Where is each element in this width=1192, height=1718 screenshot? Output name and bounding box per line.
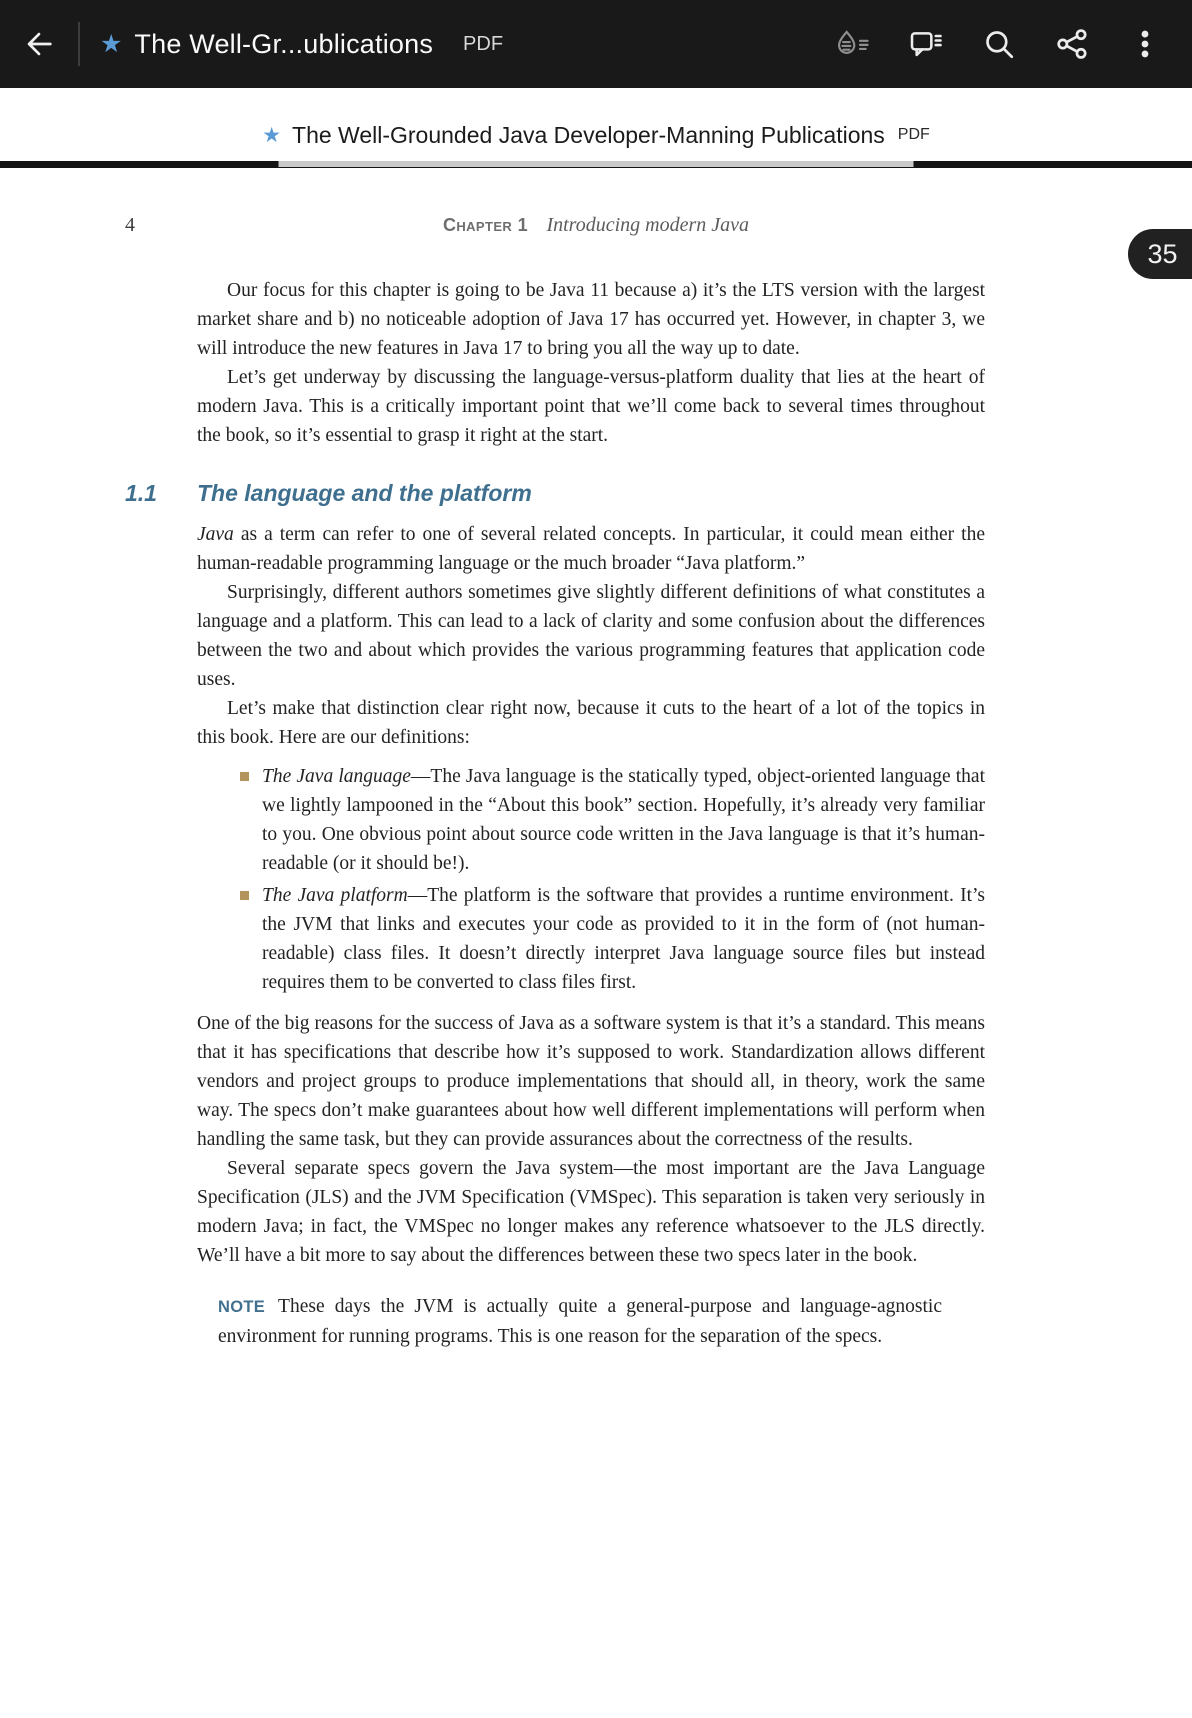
paragraph-text: Surprisingly, different authors sometimes give slightly different definitions of what constitutes a language and a platform. This can lead to a lack of clarity and some confusion about the differences between the two and about which provides the various programming features that application code uses. <box>197 582 985 690</box>
note-text: These days the JVM is actually quite a general-purpose and language-agnostic environment for running programs. This is one reason for the separation of the specs. <box>218 1296 942 1347</box>
document-type-label: PDF <box>463 32 504 55</box>
page-number: 35 <box>1147 238 1178 269</box>
comment-icon <box>908 28 944 60</box>
paragraph-text: Let’s make that distinction clear right now, because it cuts to the heart of a lot of the topics in this book. Here are our definitions: <box>197 698 985 748</box>
favorite-star-icon: ★ <box>100 29 123 58</box>
more-options-icon <box>1128 27 1162 61</box>
definition-list <box>197 762 985 997</box>
text-column <box>125 276 986 1351</box>
toolbar-divider <box>78 22 80 66</box>
paragraph-text: as a term can refer to one of several related concepts. In particular, it could mean either the human-readable programming language or the much broader “Java platform.” <box>197 524 985 574</box>
back-button[interactable] <box>16 21 62 67</box>
paragraph <box>197 1009 985 1154</box>
paragraph-lead-italic: Java <box>197 524 234 545</box>
paragraph <box>197 578 985 694</box>
paragraph-text: Our focus for this chapter is going to be Java 11 because a) it’s the LTS version with the largest market share and b) no noticeable adoption of Java 17 has occurred yet. However, in chapter 3, we will introduce the new features in Java 17 to bring you all the way up to date. <box>197 280 985 359</box>
tab-document-title: The Well-Grounded Java Developer-Manning Publications <box>292 121 885 148</box>
chapter-title: Introducing modern Java <box>546 214 750 236</box>
note-label: NOTE <box>218 1298 266 1316</box>
section-number: 1.1 <box>125 480 157 506</box>
liquid-mode-droplet-icon <box>834 28 872 60</box>
paragraph <box>197 363 985 450</box>
list-item-term: The Java platform <box>262 885 408 906</box>
note-block <box>218 1292 942 1351</box>
chapter-label: Chapter 1 <box>442 215 529 235</box>
active-tab-indicator <box>279 161 914 167</box>
running-header <box>0 214 1192 242</box>
section-heading <box>125 476 985 510</box>
paragraph-text: Several separate specs govern the Java system—the most important are the Java Language Specification (JLS) and the JVM Specification (VMSpec). This separation is taken very seriously in modern Java; in fact, the VMSpec no longer makes any reference whatsoever to the JLS directly. We’ll have a bit more to say about the differences between these two specs later in the book. <box>197 1158 985 1266</box>
pdf-viewport[interactable] <box>0 214 1192 1718</box>
app-toolbar <box>0 0 1192 88</box>
list-item-term: The Java language <box>262 766 411 787</box>
paragraph <box>197 1154 985 1270</box>
back-arrow-icon <box>22 27 56 61</box>
paragraph-text: Let’s get underway by discussing the language-versus-platform duality that lies at the heart of modern Java. This is a critically important point that we’ll come back to several times throughout the book, so it’s essential to grasp it right at the start. <box>197 367 985 446</box>
paragraph <box>197 276 985 363</box>
section-title: The language and the platform <box>197 480 532 506</box>
favorite-star-icon: ★ <box>262 123 282 147</box>
running-header-center <box>0 214 1192 237</box>
document-title: The Well-Gr...ublications <box>134 28 434 59</box>
comment-button[interactable] <box>903 21 949 67</box>
search-button[interactable] <box>976 21 1022 67</box>
tab-document-type: PDF <box>897 126 930 143</box>
document-tab[interactable] <box>262 122 930 149</box>
paragraph <box>197 694 985 752</box>
liquid-mode-button[interactable] <box>830 21 876 67</box>
list-item-text: —The Java language is the statically typed, object-oriented language that we lightly lampooned in the “About this book” section. Hopefully, it’s already very familiar to you. One obvious point about source code written in the Java language is that it’s human-readable (or it should be!). <box>262 766 986 874</box>
toolbar-actions <box>830 21 1192 67</box>
paragraph <box>197 520 985 578</box>
search-icon <box>982 27 1016 61</box>
more-options-button[interactable] <box>1122 21 1168 67</box>
paragraph-text: One of the big reasons for the success of Java as a software system is that it’s a standard. This means that it has specifications that describe how it’s supposed to work. Standardization allows different vendors and project groups to produce implementations that should all, in theory, work the same way. The specs don’t make guarantees about how well different implementations will perform when handling the same task, but they can provide assurances about the correctness of the results. <box>197 1013 985 1150</box>
list-item-text: —The platform is the software that provides a runtime environment. It’s the JVM that links and executes your code as provided to it in the form of (not human-readable) class files. It doesn’t directly interpret Java language source files but instead requires them to be converted to class files first. <box>262 885 985 993</box>
list-item <box>197 762 985 878</box>
list-item <box>197 881 985 997</box>
share-button[interactable] <box>1049 21 1095 67</box>
document-tab-bar <box>0 88 1192 168</box>
share-icon <box>1055 27 1089 61</box>
folio-page-number: 4 <box>125 214 135 236</box>
